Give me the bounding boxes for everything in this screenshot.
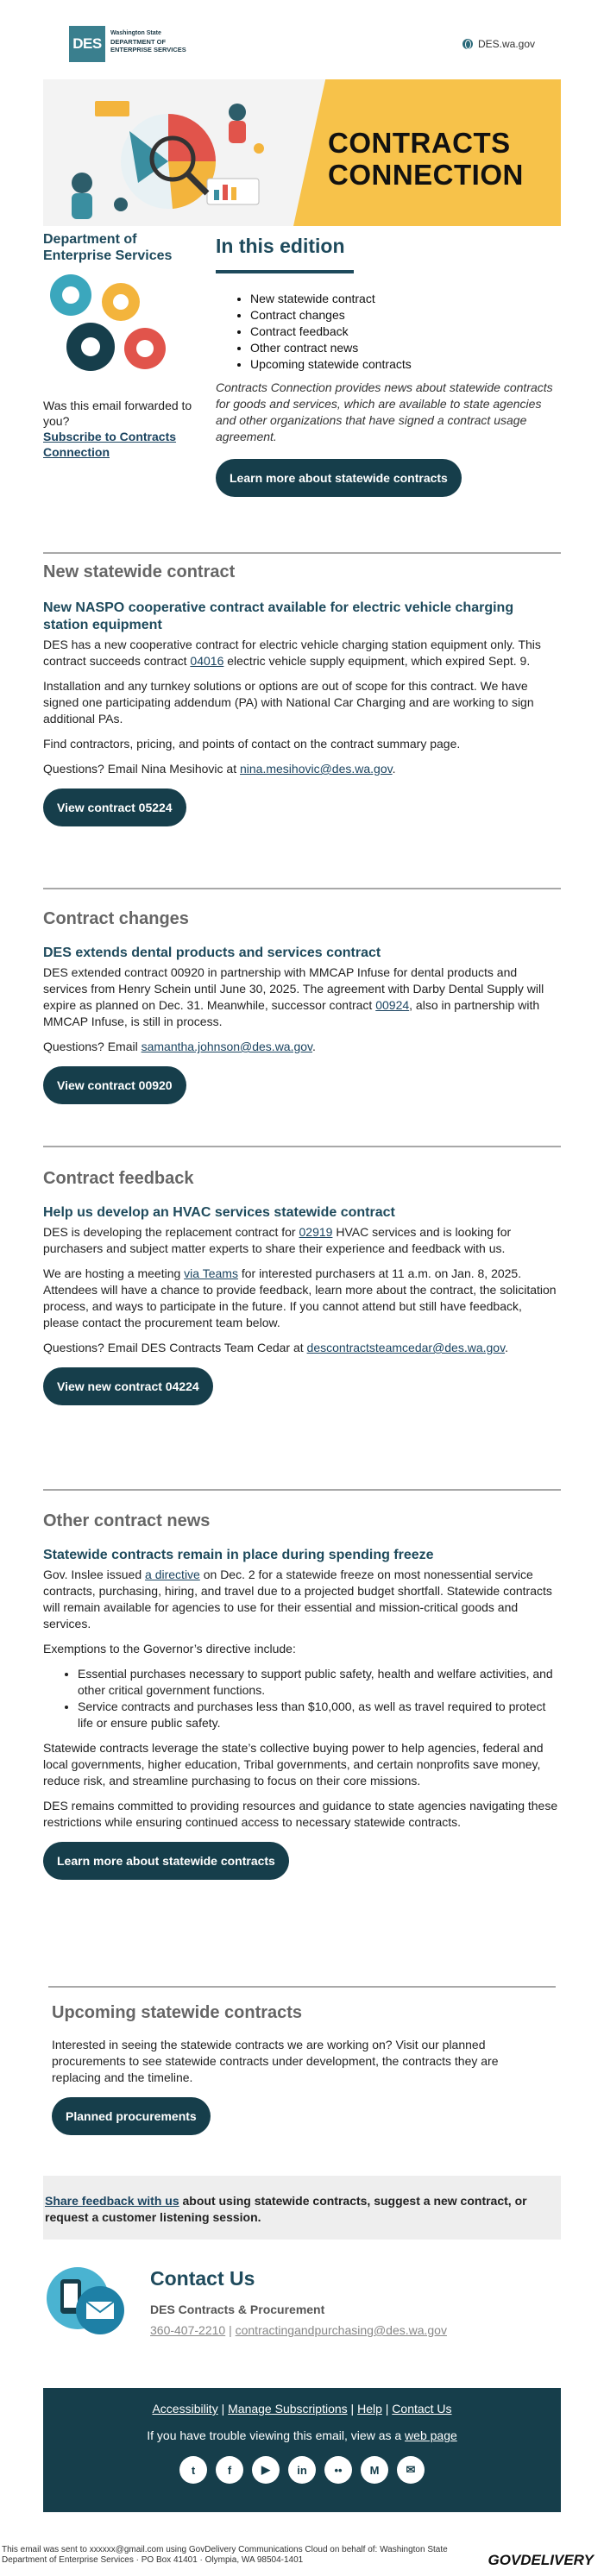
article-paragraph: Find contractors, pricing, and points of contact on the contract summary page. — [43, 737, 461, 751]
article-paragraph — [43, 1567, 561, 1632]
text: . — [312, 1040, 316, 1053]
view-contract-00920-button[interactable]: View contract 00920 — [43, 1066, 186, 1104]
article-paragraph: Exemptions to the Governor’s directive include: — [43, 1642, 296, 1656]
email-link[interactable]: nina.mesihovic@des.wa.gov — [240, 762, 393, 776]
contact-title: Contact Us — [150, 2267, 255, 2290]
dept-line: Department of — [43, 232, 137, 247]
edition-item: • New statewide contract — [250, 291, 561, 307]
text: We are hosting a meeting — [43, 1266, 185, 1280]
forward-note — [43, 398, 194, 460]
contact-illustration — [43, 2264, 138, 2343]
govdelivery-logo[interactable]: GOVDELIVERY — [488, 2552, 594, 2568]
email-link[interactable]: samantha.johnson@des.wa.gov — [141, 1040, 313, 1053]
text: Questions? Email — [43, 1040, 142, 1053]
section-divider — [43, 1489, 561, 1491]
view-contract-05224-button[interactable]: View contract 05224 — [43, 789, 186, 826]
hero-banner — [43, 79, 561, 226]
hero-title-line: CONNECTION — [328, 159, 524, 191]
text: , also in partnership with MMCAP Infuse, is still in process. — [43, 998, 540, 1028]
linkedin-icon[interactable]: in — [288, 2456, 316, 2484]
share-feedback-box — [43, 2176, 561, 2240]
article-paragraph: Statewide contracts leverage the state’s collective buying power to help agencies, federal and local governments, higher education, Tribal governments, and certain nonprofits save money, reduce risk, and streamline purchasing to focus on their core missions. — [43, 1741, 544, 1787]
dot-icon — [254, 143, 264, 154]
section-heading: Contract feedback — [43, 1169, 194, 1188]
planned-procurements-button[interactable]: Planned procurements — [52, 2097, 211, 2135]
contract-changes-section — [43, 909, 561, 1104]
separator: | — [225, 2323, 236, 2337]
gear-icon — [102, 283, 140, 321]
edition-item: • Contract feedback — [250, 324, 561, 340]
chart-bar-icon — [231, 187, 236, 200]
edition-intro: Contracts Connection provides news about statewide contracts for goods and services, which are available to state agencies and other organizations that have signed a contract usage agreement. — [216, 380, 553, 443]
article-title: Help us develop an HVAC services statewide contract — [43, 1205, 395, 1220]
gear-icon — [50, 274, 91, 316]
contract-feedback-section — [43, 1169, 561, 1405]
edition-item: • Contract changes — [250, 307, 561, 324]
email-link[interactable]: descontractsteamcedar@des.wa.gov — [306, 1341, 506, 1354]
learn-more-button[interactable]: Learn more about statewide contracts — [43, 1842, 289, 1880]
learn-more-button[interactable]: Learn more about statewide contracts — [216, 459, 462, 497]
separator: | — [347, 2402, 358, 2416]
document-icon — [95, 101, 129, 116]
text: HVAC services and is looking for purchasers and subject matter experts to share their experience and feedback with us. — [43, 1225, 512, 1255]
text: DES has a new cooperative contract for electric vehicle charging station equipment only. This contract succeeds contract — [43, 638, 541, 668]
dept-name — [43, 231, 194, 264]
manage-subscriptions-link[interactable]: Manage Subscriptions — [228, 2402, 348, 2416]
teams-link[interactable]: via Teams — [184, 1266, 238, 1280]
site-link[interactable] — [462, 38, 535, 50]
share-feedback-text — [43, 2193, 561, 2226]
footer — [43, 2388, 561, 2512]
article-paragraph — [43, 637, 561, 669]
person-icon — [72, 173, 92, 193]
site-link-text[interactable]: DES.wa.gov — [477, 38, 535, 50]
list-item: • Essential purchases necessary to support public safety, health and welfare activities, and other critical government functions. — [78, 1666, 561, 1699]
directive-link[interactable]: a directive — [145, 1568, 200, 1581]
email-link[interactable]: contractingandpurchasing@des.wa.gov — [235, 2323, 447, 2337]
legal-text: This email was sent to xxxxxx@gmail.com using GovDelivery Communications Cloud on behalf of: Washington State Department of Enterprise Services · PO Box 41401 · Olympia, WA 98504-1401 — [2, 2545, 448, 2565]
share-feedback-link[interactable]: Share feedback with us — [45, 2194, 179, 2208]
text: on Dec. 2 for a statewide freeze on most nonessential service contracts, purchasing, hiring, and travel due to a projected budget shortfall. Statewide contracts will remain available for agencies to use for their essential and mission-critical goods and services. — [43, 1568, 552, 1630]
social-links — [43, 2456, 561, 2484]
text: Questions? Email Nina Mesihovic at — [43, 762, 240, 776]
text: for interested purchasers at 11 a.m. on Jan. 8, 2025. Attendees will have a chance to provide feedback, learn more about the contract, the solicitation process, and ways to participate in the future. If you cannot attend but still have feedback, please contact the procurement team below. — [43, 1266, 557, 1329]
hero-title — [328, 127, 524, 191]
facebook-icon[interactable]: f — [216, 2456, 243, 2484]
article-paragraph — [43, 1266, 561, 1331]
text: . — [392, 762, 396, 776]
separator: | — [217, 2402, 229, 2416]
chart-bar-icon — [223, 185, 228, 200]
text: . — [505, 1341, 508, 1354]
questions-line — [43, 1340, 561, 1356]
upcoming-section — [52, 2003, 544, 2135]
text: about using statewide contracts, suggest a new contract, or request a customer listening session. — [45, 2194, 527, 2224]
section-heading: Other contract news — [43, 1511, 211, 1530]
phone-link[interactable]: 360-407-2210 — [150, 2323, 226, 2337]
text: electric vehicle supply equipment, which expired Sept. 9. — [223, 654, 531, 668]
phone-screen-icon — [64, 2284, 78, 2308]
logo-line: DEPARTMENT OF — [110, 37, 167, 46]
logo-abbr: DES — [72, 35, 102, 52]
subscribe-link[interactable]: Subscribe to Contracts Connection — [43, 430, 177, 459]
person-icon — [72, 193, 92, 219]
separator: | — [381, 2402, 393, 2416]
list-item: • Service contracts and purchases less than $10,000, as well as travel required to protect life or ensure public safety. — [78, 1699, 561, 1731]
view-new-contract-04224-button[interactable]: View new contract 04224 — [43, 1367, 213, 1405]
article-paragraph — [43, 1224, 561, 1257]
accessibility-link[interactable]: Accessibility — [152, 2402, 218, 2416]
medium-icon[interactable]: M — [361, 2456, 388, 2484]
gear-icon — [66, 323, 115, 371]
gear-icon — [124, 328, 166, 369]
forward-text: Was this email forwarded to you? — [43, 399, 192, 428]
logo-line: Washington State — [110, 30, 161, 36]
article-title: Statewide contracts remain in place during spending freeze — [43, 1548, 434, 1562]
person-icon — [114, 198, 128, 211]
text: Questions? Email DES Contracts Team Cedar at — [43, 1341, 307, 1354]
contract-02919-link[interactable]: 02919 — [299, 1225, 333, 1239]
web-page-link[interactable]: web page — [405, 2428, 457, 2442]
hero-title-line: CONTRACTS — [328, 127, 511, 159]
contract-00924-link[interactable]: 00924 — [375, 998, 410, 1012]
youtube-icon[interactable]: ▶ — [252, 2456, 280, 2484]
new-contract-section — [43, 562, 561, 826]
edition-title: In this edition — [216, 235, 345, 257]
edition-item: • Other contract news — [250, 340, 561, 356]
hero-illustration — [43, 79, 302, 226]
edition-panel — [216, 235, 561, 497]
logo-line: ENTERPRISE SERVICES — [110, 46, 186, 53]
logo-text — [110, 29, 249, 54]
questions-line — [43, 1039, 561, 1055]
section-heading: New statewide contract — [43, 562, 236, 581]
flickr-icon[interactable]: •• — [324, 2456, 352, 2484]
article-paragraph: Interested in seeing the statewide contracts we are working on? Visit our planned procurements to see statewide contracts under development, the contracts they are replacing and the timeline. — [52, 2038, 499, 2084]
person-icon — [229, 121, 246, 143]
contact-details — [150, 2323, 447, 2337]
article-paragraph: DES remains committed to providing resources and guidance to state agencies navigating these restrictions while ensuring continued access to necessary statewide contracts. — [43, 1799, 558, 1829]
article-paragraph — [43, 964, 561, 1030]
text: DES extended contract 00920 in partnership with MMCAP Infuse for dental products and services from Henry Schein until June 30, 2025. The agreement with Darby Dental Supply will expire as planned on Dec. 31. Meanwhile, successor contract — [43, 965, 544, 1012]
twitter-icon[interactable]: t — [179, 2456, 207, 2484]
footer-links — [43, 2402, 561, 2416]
chart-bar-icon — [214, 190, 219, 200]
gears-illustration — [43, 269, 181, 381]
person-icon — [229, 104, 246, 121]
view-web-line — [43, 2428, 561, 2442]
article-title: New NASPO cooperative contract available for electric vehicle charging station equipment — [43, 600, 514, 632]
section-divider — [43, 1146, 561, 1147]
edition-list — [216, 291, 561, 373]
govdelivery-icon[interactable]: ✉ — [397, 2456, 425, 2484]
questions-line — [43, 761, 561, 777]
section-divider — [43, 888, 561, 889]
article-paragraph: Installation and any turnkey solutions or options are out of scope for this contract. We have signed one participating addendum (PA) with National Car Charging and are working to sign additional PAs. — [43, 679, 534, 726]
contact-block — [43, 2255, 561, 2350]
contract-04016-link[interactable]: 04016 — [190, 654, 224, 668]
exemptions-list — [43, 1666, 561, 1731]
edition-item: • Upcoming statewide contracts — [250, 356, 561, 373]
contact-us-link[interactable]: Contact Us — [392, 2402, 452, 2416]
other-news-section — [43, 1511, 561, 1880]
text: DES is developing the replacement contract for — [43, 1225, 299, 1239]
sidebar — [43, 231, 194, 460]
text: Gov. Inslee issued — [43, 1568, 146, 1581]
section-heading: Upcoming statewide contracts — [52, 2003, 303, 2022]
section-divider — [43, 552, 561, 554]
section-divider — [48, 1986, 556, 1988]
section-heading: Contract changes — [43, 909, 189, 928]
dept-line: Enterprise Services — [43, 248, 173, 263]
des-logo[interactable] — [69, 26, 105, 62]
globe-icon — [462, 39, 473, 49]
edition-rule — [216, 270, 354, 273]
help-link[interactable]: Help — [357, 2402, 382, 2416]
contact-org: DES Contracts & Procurement — [150, 2303, 325, 2316]
text: If you have trouble viewing this email, view as a — [147, 2428, 406, 2442]
email-header — [43, 24, 561, 66]
article-title: DES extends dental products and services contract — [43, 946, 381, 960]
